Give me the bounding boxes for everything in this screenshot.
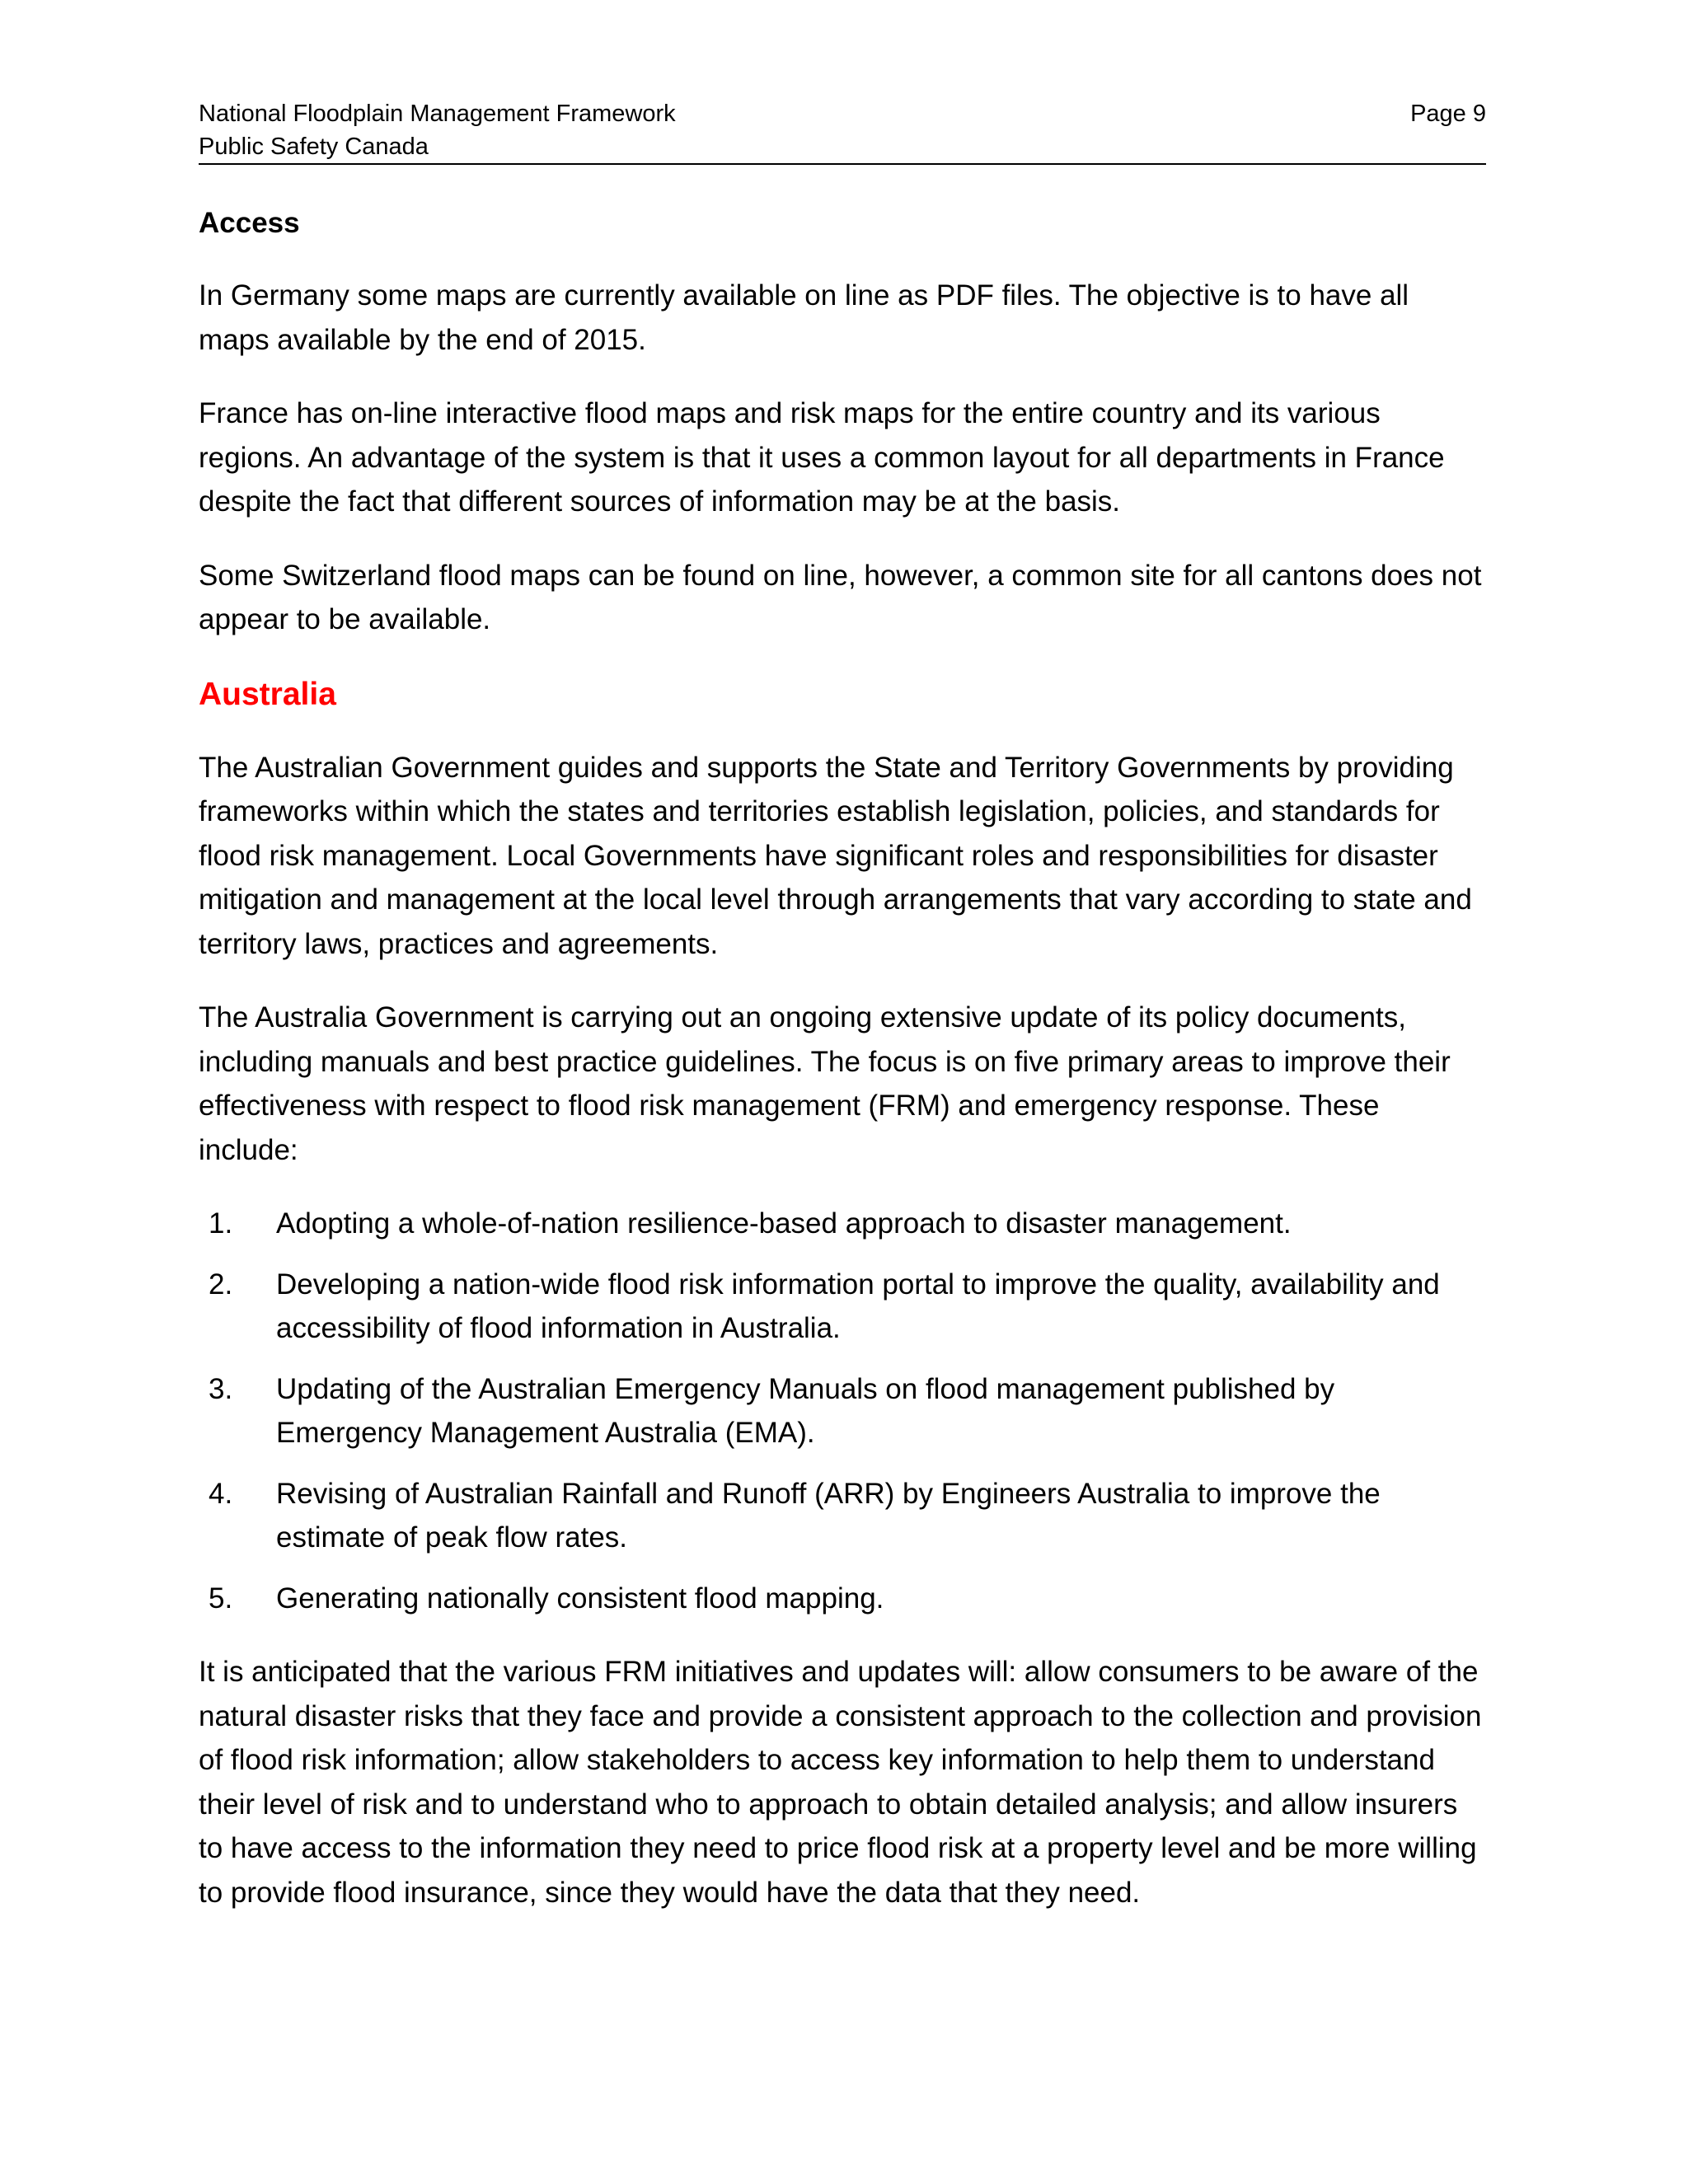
list-item-text: Updating of the Australian Emergency Manuals on flood management published by Emergency Management Australia (EMA). — [276, 1372, 1335, 1449]
paragraph-policy-update: The Australia Government is carrying out an ongoing extensive update of its policy documents, including manuals and best practice guidelines. The focus is on five primary areas to improve their effectiveness with respect to flood risk management (FRM) and emergency response. These include: — [199, 1001, 1451, 1166]
list-item — [199, 1263, 1486, 1351]
list-item-number: 3. — [209, 1372, 233, 1405]
list-item-number: 2. — [209, 1268, 233, 1301]
list-item — [199, 1577, 1486, 1621]
list-item-text: Adopting a whole-of-nation resilience-based approach to disaster management. — [276, 1207, 1292, 1240]
list-item-text: Generating nationally consistent flood mapping. — [276, 1582, 884, 1615]
page-header — [199, 97, 1486, 165]
page-body — [199, 201, 1486, 1944]
section-heading-australia: Australia — [199, 676, 336, 712]
section-heading-access: Access — [199, 207, 300, 239]
list-item-text: Revising of Australian Rainfall and Runoff (ARR) by Engineers Australia to improve the estimate of peak flow rates. — [276, 1477, 1381, 1554]
focus-areas-list — [199, 1202, 1486, 1620]
document-title: National Floodplain Management Framework — [199, 101, 676, 127]
paragraph-australian-government: The Australian Government guides and supports the State and Territory Governments by providing frameworks within which the states and territories establish legislation, policies, and standards for flood risk management. Local Governments have significant roles and responsibilities for disaster mitigation and management at the local level through arrangements that vary according to state and territory laws, practices and agreements. — [199, 751, 1472, 960]
list-item-text: Developing a nation-wide flood risk information portal to improve the quality, availability and accessibility of flood information in Australia. — [276, 1268, 1440, 1344]
paragraph-france: France has on-line interactive flood maps and risk maps for the entire country and its various regions. An advantage of the system is that it uses a common layout for all departments in France despite the fact that different sources of information may be at the basis. — [199, 397, 1445, 518]
list-item — [199, 1202, 1486, 1246]
page-number: Page 9 — [1410, 101, 1486, 127]
paragraph-anticipated-outcomes: It is anticipated that the various FRM initiatives and updates will: allow consumers to be aware of the natural disaster risks that they face and provide a consistent approach to the collection and provision of flood risk information; allow stakeholders to access key information to help them to understand their level of risk and to understand who to approach to obtain detailed analysis; and allow insurers to have access to the information they need to price flood risk at a property level and be more willing to provide flood insurance, since they would have the data that they need. — [199, 1656, 1482, 1909]
paragraph-switzerland: Some Switzerland flood maps can be found on line, however, a common site for all cantons does not appear to be available. — [199, 559, 1482, 635]
list-item-number: 5. — [209, 1582, 233, 1615]
list-item — [199, 1367, 1486, 1455]
list-item — [199, 1472, 1486, 1560]
list-item-number: 1. — [209, 1207, 233, 1240]
list-item-number: 4. — [209, 1477, 233, 1510]
organization-name: Public Safety Canada — [199, 134, 429, 160]
paragraph-germany: In Germany some maps are currently available on line as PDF files. The objective is to have all maps available by the end of 2015. — [199, 279, 1409, 356]
